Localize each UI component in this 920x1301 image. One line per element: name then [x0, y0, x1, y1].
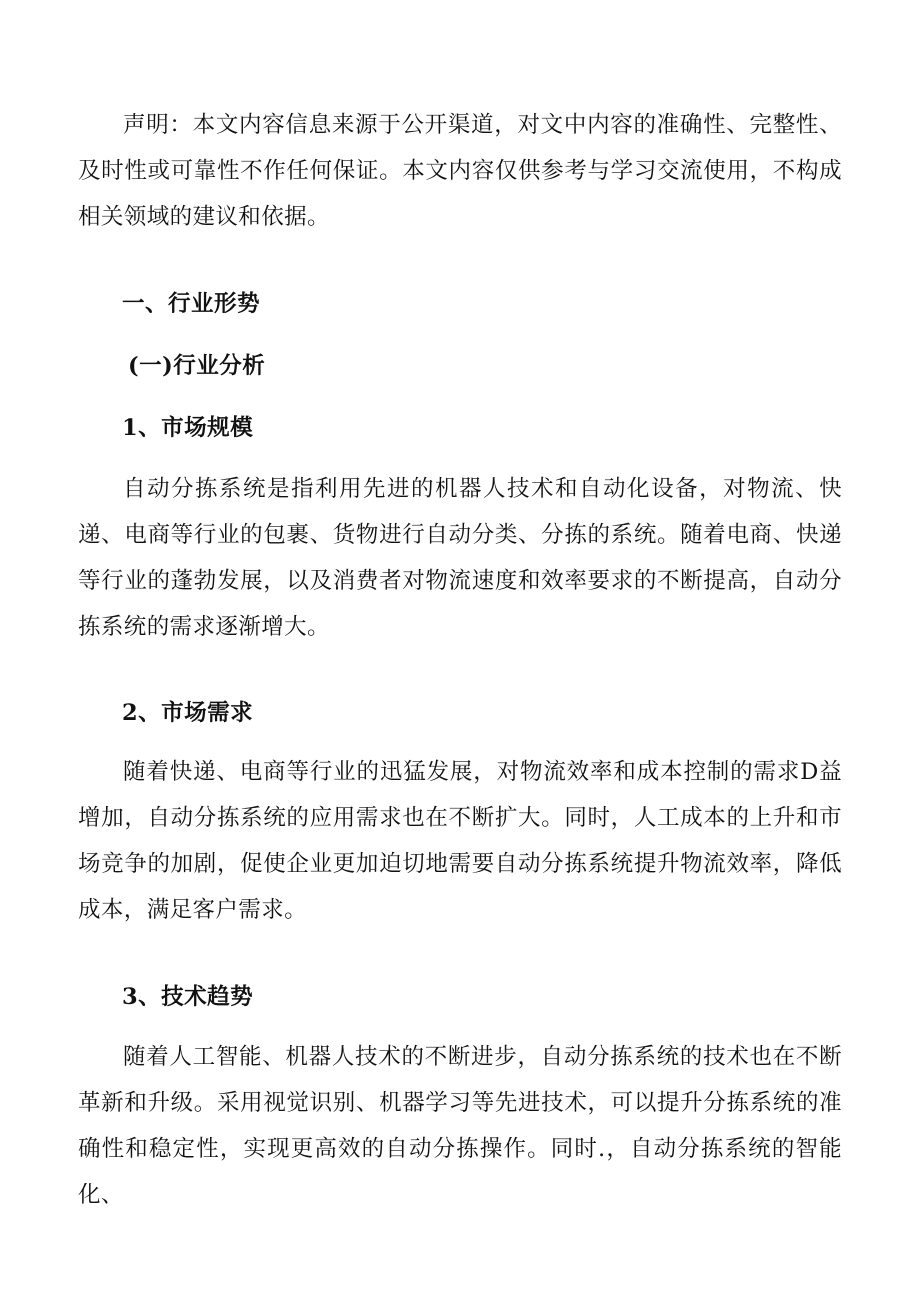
item-heading-market-size: 1、市场规模: [122, 415, 254, 441]
item-heading-tech-trend: 3、技术趋势: [122, 984, 254, 1010]
section-title: 一、行业形势: [122, 291, 261, 317]
item-heading-market-demand: 2、市场需求: [122, 700, 254, 726]
item-body-market-size: 自动分拣系统是指利用先进的机器人技术和自动化设备，对物流、快递、电商等行业的包裹、货物进行自动分类、分拣的系统。随着电商、快递等行业的蓬勃发展，以及消费者对物流速度和效率要求的不断提高，自动分拣系统的需求逐渐增大。: [78, 476, 842, 640]
disclaimer-paragraph: 声明：本文内容信息来源于公开渠道，对文中内容的准确性、完整性、及时性或可靠性不作任何保证。本文内容仅供参考与学习交流使用，不构成相关领域的建议和依据。: [78, 112, 842, 230]
section-subtitle: (一)行业分析: [128, 353, 266, 379]
item-body-tech-trend: 随着人工智能、机器人技术的不断进步，自动分拣系统的技术也在不断革新和升级。采用视觉识别、机器学习等先进技术，可以提升分拣系统的准确性和稳定性，实现更高效的自动分拣操作。同时.，自动分拣系统的智能化、: [78, 1044, 842, 1208]
item-body-market-demand: 随着快递、电商等行业的迅猛发展，对物流效率和成本控制的需求D益增加，自动分拣系统的应用需求也在不断扩大。同时，人工成本的上升和市场竞争的加剧，促使企业更加迫切地需要自动分拣系统提升物流效率，降低成本，满足客户需求。: [78, 759, 842, 923]
